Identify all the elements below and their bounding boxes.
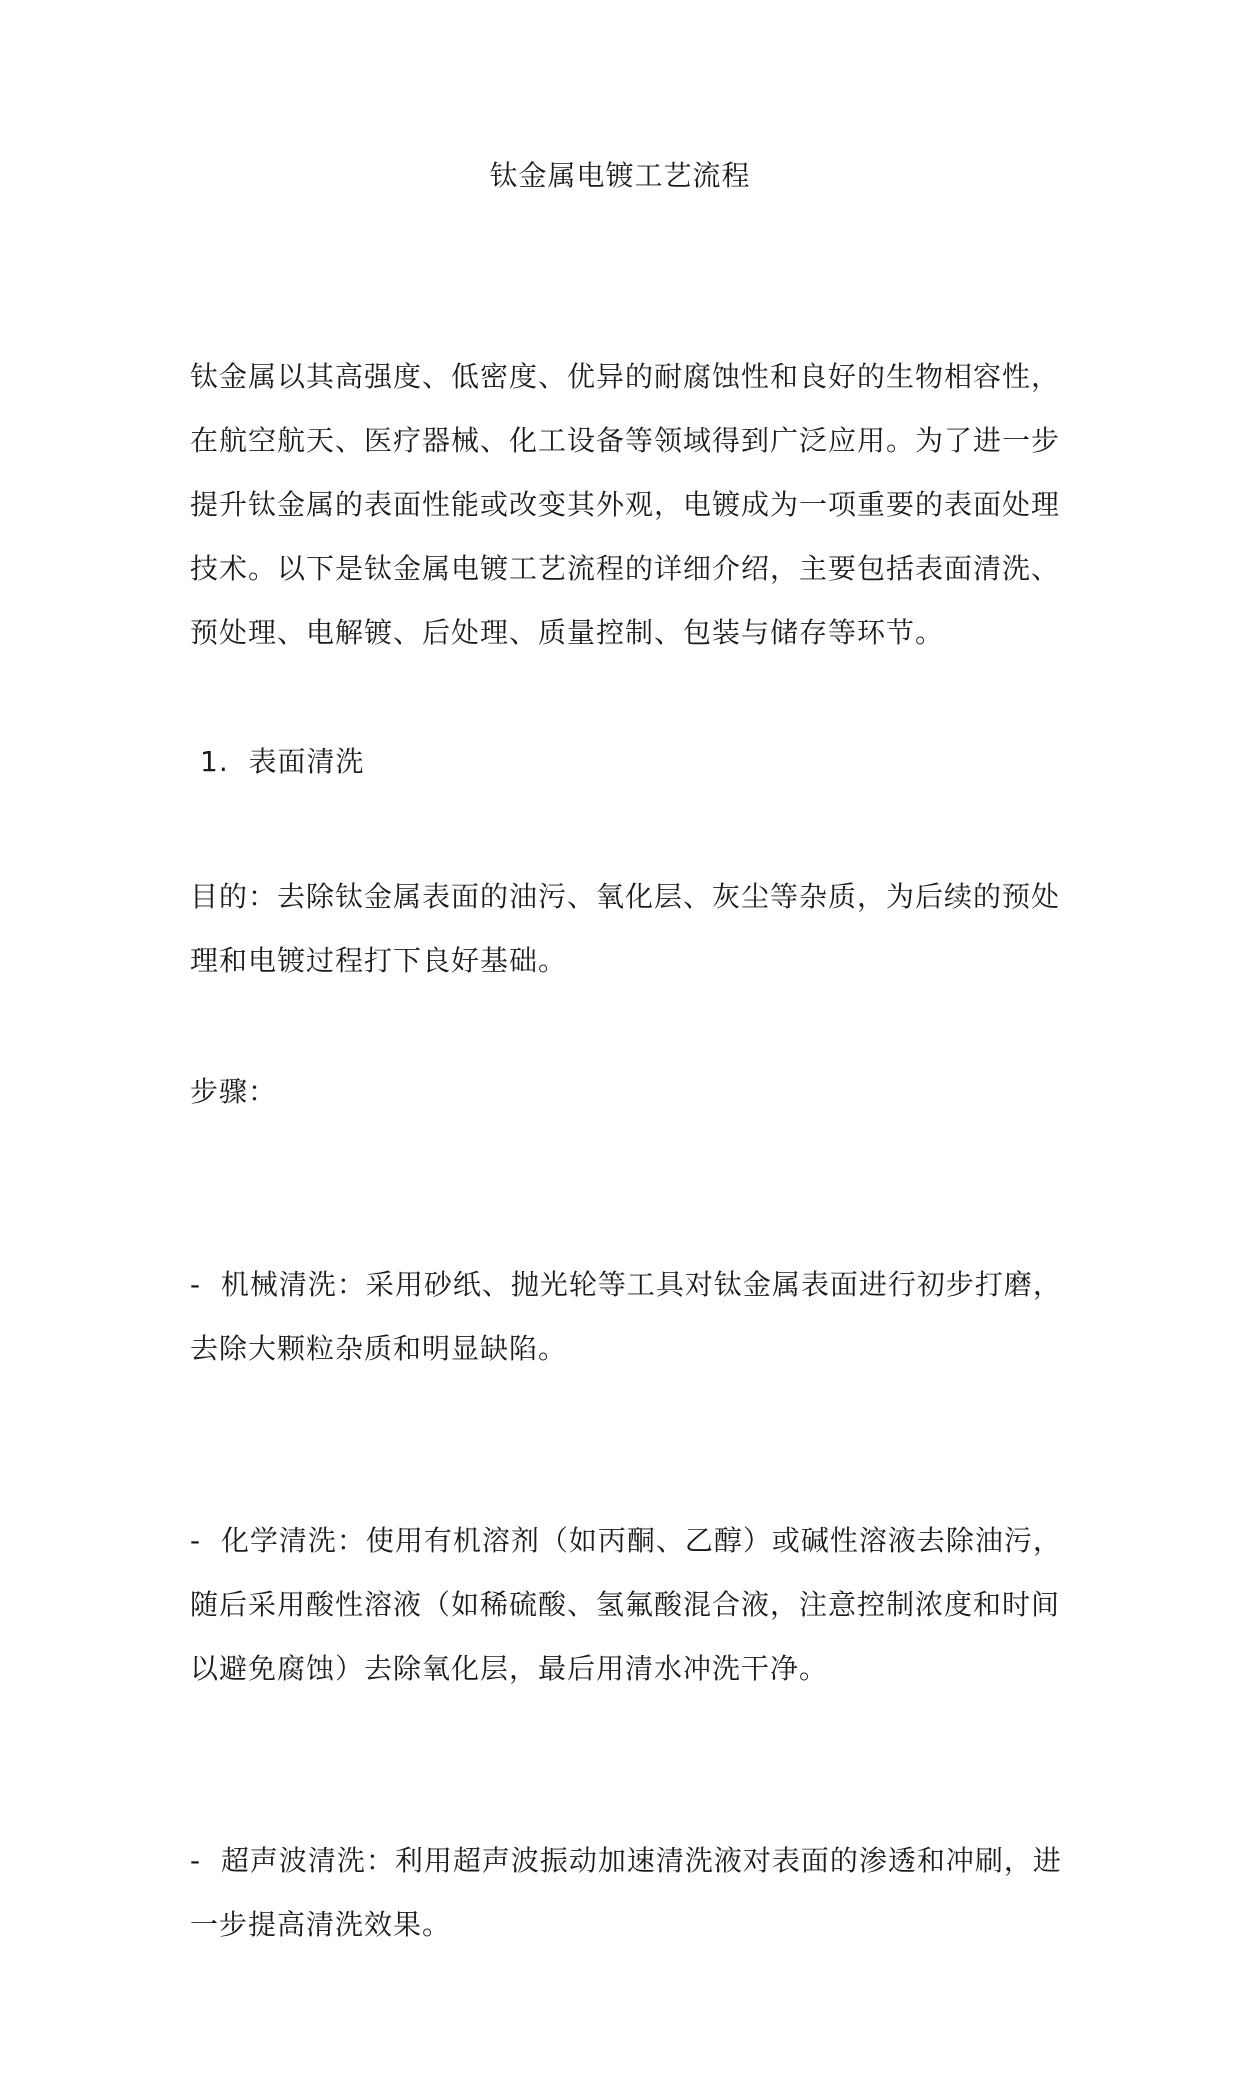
step-item: - 机械清洗：采用砂纸、抛光轮等工具对钛金属表面进行初步打磨，去除大颗粒杂质和明显缺陷。 xyxy=(190,1268,1062,1365)
step-item: - 化学清洗：使用有机溶剂（如丙酮、乙醇）或碱性溶液去除油污，随后采用酸性溶液（如稀硫酸、氢氟酸混合液，注意控制浓度和时间以避免腐蚀）去除氧化层，最后用清水冲洗干净。 xyxy=(190,1524,1062,1685)
step-item: - 超声波清洗：利用超声波振动加速清洗液对表面的渗透和冲刷，进一步提高清洗效果。 xyxy=(190,1844,1062,1941)
intro-paragraph: 钛金属以其高强度、低密度、优异的耐腐蚀性和良好的生物相容性，在航空航天、医疗器械、化工设备等领域得到广泛应用。为了进一步提升钛金属的表面性能或改变其外观，电镀成为一项重要的表面处理技术。以下是钛金属电镀工艺流程的详细介绍，主要包括表面清洗、预处理、电解镀、后处理、质量控制、包装与储存等环节。 xyxy=(190,360,1061,649)
section-heading: 1. 表面清洗 xyxy=(200,745,365,778)
purpose-paragraph: 目的：去除钛金属表面的油污、氧化层、灰尘等杂质，为后续的预处理和电镀过程打下良好基础。 xyxy=(190,880,1061,977)
page-title: 钛金属电镀工艺流程 xyxy=(489,159,751,192)
steps-list xyxy=(190,1125,1070,2085)
steps-label: 步骤： xyxy=(190,1075,278,1108)
